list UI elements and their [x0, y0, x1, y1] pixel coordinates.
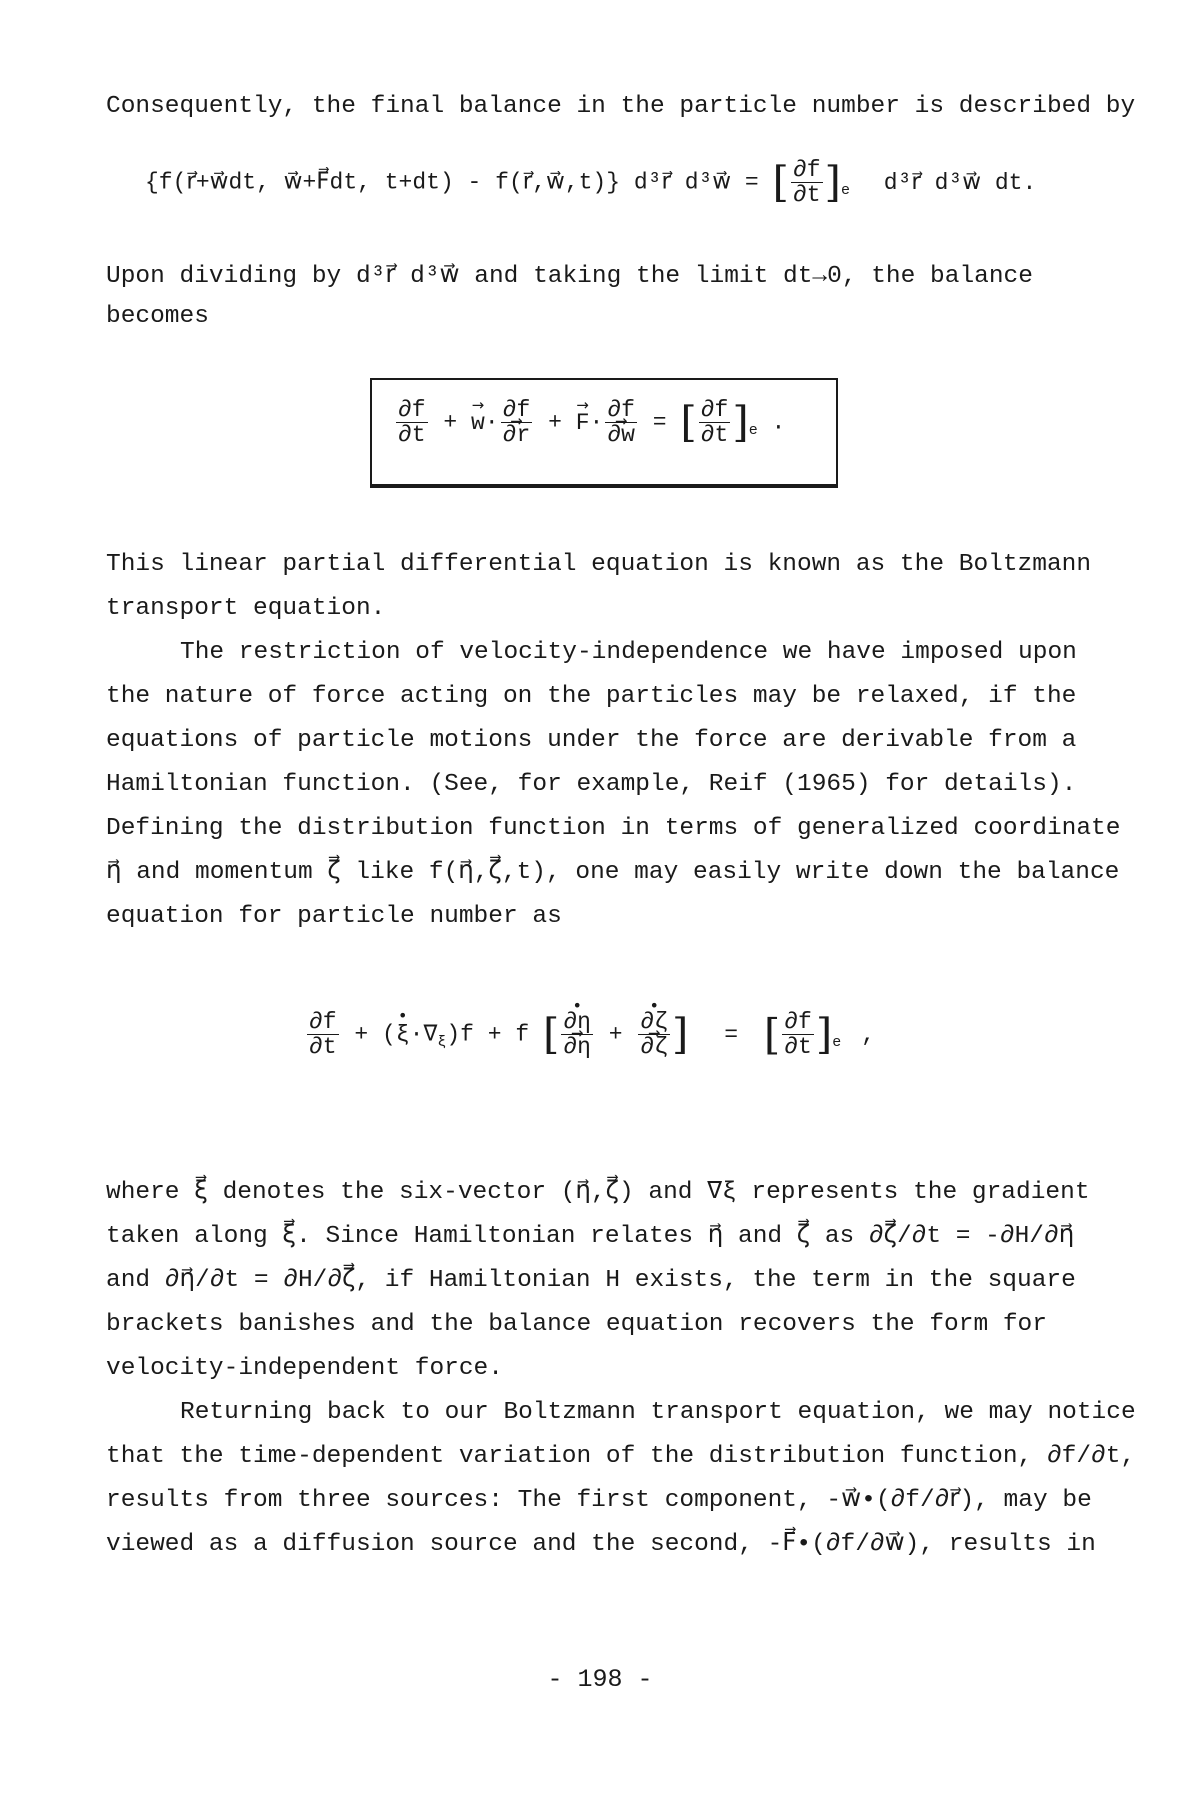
paragraph-line: The restriction of velocity-independence we have imposed upon: [180, 639, 1077, 666]
boxed-boltzmann-equation: [370, 378, 838, 488]
fraction-df-dt: $\frac{\partial f}{\partial t}$: [700, 397, 729, 448]
boltzmann-equation: $\frac{\partial f}{\partial t}$ + → w· ∂f → ∂r + → F· ∂f → ∂w = [ $\frac{\partial f}{\partial t}$ ]$_e$ .: [394, 398, 785, 447]
page-number: - 198 -: [547, 1665, 653, 1694]
paragraph-line: Upon dividing by d³r⃗ d³w⃗ and taking the limit dt→0, the balance: [106, 263, 1033, 290]
paragraph-line: brackets banishes and the balance equation recovers the form for: [106, 1311, 1047, 1338]
paragraph-line: velocity-independent force.: [106, 1355, 503, 1382]
paragraph-line: η⃗ and momentum ζ⃗ like f(η⃗,ζ⃗,t), one may easily write down the balance: [106, 859, 1120, 886]
equation-particle-balance: [145, 158, 1036, 207]
equation-hamiltonian-balance: $\frac{\partial f}{\partial t}$ + (• $\xi\cdot\nabla_\xi)f + f$ [ • ∂η → ∂η + • ∂ζ → ∂ζ ] = [ $\frac{\partial f}{\partial t}$ ]$_e$ ,: [305, 1010, 875, 1059]
paragraph-line: transport equation.: [106, 595, 386, 622]
paragraph-line: results from three sources: The first component, -w⃗•(∂f/∂r⃗), may be: [106, 1487, 1092, 1514]
fraction-df-dw: ∂f → ∂w: [605, 398, 637, 447]
paragraph-line: the nature of force acting on the particles may be relaxed, if the: [106, 683, 1077, 710]
paragraph-line: viewed as a diffusion source and the second, -F⃗•(∂f/∂w⃗), results in: [106, 1531, 1096, 1558]
bracket-open: [: [772, 157, 789, 207]
fraction-df-dr: ∂f → ∂r: [501, 398, 533, 447]
paragraph-line: Consequently, the final balance in the particle number is described by: [106, 93, 1136, 120]
paragraph-line: equations of particle motions under the force are derivable from a: [106, 727, 1077, 754]
paragraph-line: Defining the distribution function in terms of generalized coordinate: [106, 815, 1121, 842]
paragraph-line: where ξ⃗ denotes the six-vector (η⃗,ζ⃗) and ∇ξ represents the gradient: [106, 1179, 1090, 1206]
paragraph-line: Hamiltonian function. (See, for example, Reif (1965) for details).: [106, 771, 1077, 798]
paragraph-line: taken along ξ⃗. Since Hamiltonian relates η⃗ and ζ⃗ as ∂ζ⃗/∂t = -∂H/∂η⃗: [106, 1223, 1075, 1250]
fraction-df-dt: $\frac{\partial f}{\partial t}$: [792, 157, 821, 208]
paragraph-line: Returning back to our Boltzmann transport equation, we may notice: [180, 1399, 1136, 1426]
equation-rhs: d³r⃗ d³w⃗ dt.: [883, 169, 1037, 196]
paragraph-line: This linear partial differential equation is known as the Boltzmann: [106, 551, 1092, 578]
paragraph-line: becomes: [106, 303, 209, 330]
paragraph-line: equation for particle number as: [106, 903, 562, 930]
fraction-df-dt: $\frac{\partial f}{\partial t}$: [398, 397, 426, 448]
subscript-e: e: [840, 182, 850, 200]
paragraph-line: that the time-dependent variation of the distribution function, ∂f/∂t,: [106, 1443, 1136, 1470]
bracket-close: ]: [824, 157, 841, 207]
equation-lhs: {f(r⃗+w⃗dt, w⃗+F⃗dt, t+dt) - f(r⃗,w⃗,t)} d³r⃗ d³w⃗ =: [145, 169, 759, 196]
paragraph-line: and ∂η⃗/∂t = ∂H/∂ζ⃗, if Hamiltonian H exists, the term in the square: [106, 1267, 1076, 1294]
